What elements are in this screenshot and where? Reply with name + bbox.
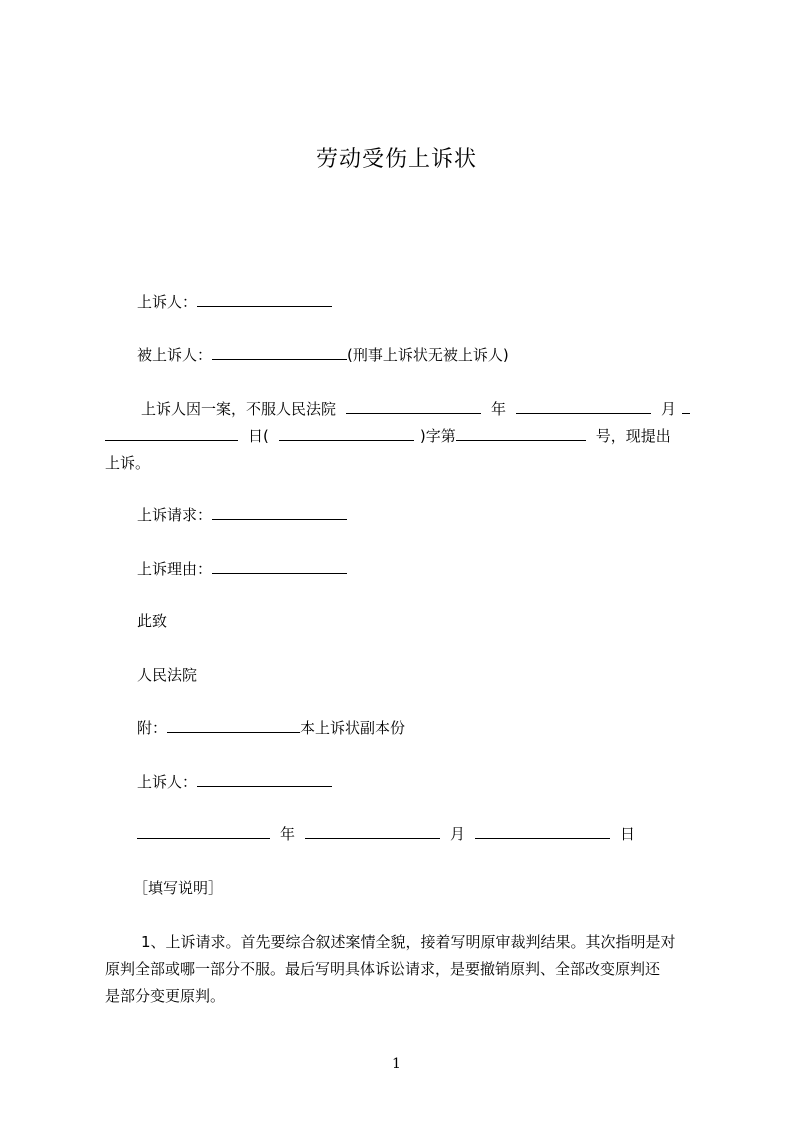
- case-line-1: [141, 399, 690, 419]
- date-line: [137, 824, 635, 844]
- signer-line: [137, 772, 332, 792]
- appellant-blank: [197, 292, 332, 307]
- case-line-2: [105, 426, 671, 446]
- instruction-1-line-1: 1、上诉请求。首先要综合叙述案情全貌，接着写明原审裁判结果。其次指明是对: [141, 933, 676, 951]
- court-blank: [346, 399, 481, 414]
- year-blank: [516, 399, 651, 414]
- request-line: [137, 505, 347, 525]
- salutation: 此致: [137, 612, 168, 630]
- attachment-line: [137, 718, 405, 738]
- request-label: 上诉请求：: [137, 506, 213, 524]
- attach-suffix: 本上诉状副本份: [300, 719, 406, 737]
- appellee-note: (刑事上诉状无被上诉人): [347, 346, 509, 364]
- request-blank: [212, 505, 347, 520]
- number-blank: [456, 426, 586, 441]
- reason-blank: [212, 559, 347, 574]
- appellee-blank: [212, 345, 347, 360]
- court-name: 人民法院: [137, 666, 198, 684]
- month-blank-start: [682, 399, 690, 414]
- reason-line: [137, 559, 347, 579]
- appellee-label: 被上诉人：: [137, 346, 213, 364]
- reason-label: 上诉理由：: [137, 560, 213, 578]
- attach-label: 附：: [137, 719, 168, 737]
- case-day-label: 日(: [248, 427, 269, 445]
- date-year-label: 年: [280, 825, 296, 843]
- signer-label: 上诉人：: [137, 773, 198, 791]
- case-number-label: 号，现提出: [595, 427, 671, 445]
- date-day-label: 日: [620, 825, 636, 843]
- signer-blank: [197, 772, 332, 787]
- appellant-label: 上诉人：: [137, 293, 198, 311]
- instruction-1-line-2: 原判全部或哪一部分不服。最后写明具体诉讼请求，是要撤销原判、全部改变原判还: [105, 960, 661, 978]
- case-line-3: 上诉。: [105, 454, 151, 472]
- case-word-label: )字第: [419, 427, 456, 445]
- date-year-blank: [137, 824, 270, 839]
- appellant-line: [137, 292, 332, 312]
- word-blank: [279, 426, 414, 441]
- case-year-label: 年: [491, 400, 507, 418]
- case-month-label: 月: [661, 400, 677, 418]
- date-day-blank: [475, 824, 610, 839]
- attach-blank: [167, 718, 300, 733]
- date-month-blank: [305, 824, 440, 839]
- page-number: 1: [392, 1056, 401, 1072]
- instruction-1-line-3: 是部分变更原判。: [105, 987, 226, 1005]
- appellee-line: [137, 345, 509, 365]
- date-month-label: 月: [450, 825, 466, 843]
- month-blank: [105, 426, 238, 441]
- instructions-heading: ［填写说明］: [133, 879, 224, 897]
- case-intro: 上诉人因一案，不服人民法院: [141, 400, 337, 418]
- document-title: 劳动受伤上诉状: [315, 147, 477, 172]
